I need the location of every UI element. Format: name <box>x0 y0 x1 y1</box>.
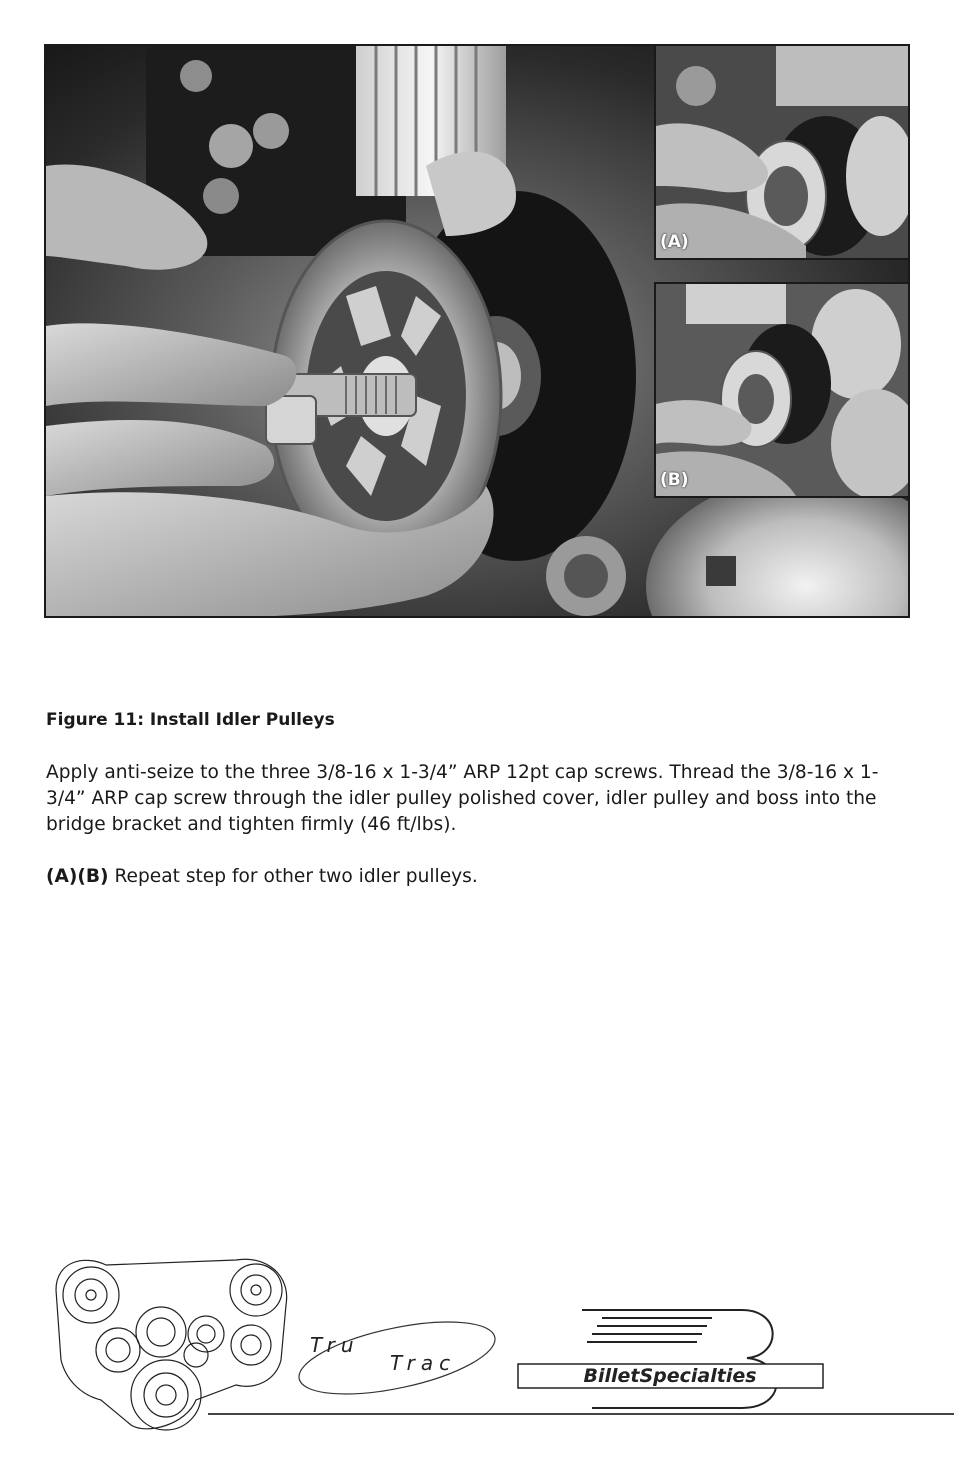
billet-specialties-logo-text: BilletSpecialties <box>583 1365 757 1387</box>
trutrac-logo-line2: Trac <box>390 1351 457 1375</box>
instruction-paragraph: Apply anti-seize to the three 3/8-16 x 1-3/4” ARP 12pt cap screws. Thread the 3/8-16 x 1-3/4” ARP cap screw through the idler pulley polished cover, idler pulley and boss into the bridge bracket and tighten firmly (46 ft/lbs). <box>46 762 879 835</box>
inset-b-photo <box>656 284 908 496</box>
inset-photo-b <box>654 282 910 498</box>
trutrac-logo-line1: Tru <box>310 1333 360 1357</box>
billet-specialties-logo <box>512 1300 832 1410</box>
inset-photo-a <box>654 44 910 260</box>
repeat-step-text: Repeat step for other two idler pulleys. <box>108 866 478 887</box>
inset-b-label: (B) <box>660 470 689 490</box>
footer-divider <box>208 1413 954 1415</box>
repeat-step-paragraph <box>46 864 906 890</box>
inset-a-label: (A) <box>660 232 689 252</box>
instructions <box>46 760 906 890</box>
inset-a-photo <box>656 46 908 258</box>
trutrac-logo <box>292 1308 502 1408</box>
serpentine-belt-diagram-icon <box>46 1250 296 1435</box>
step-reference-label: (A)(B) <box>46 866 109 887</box>
main-photo-frame <box>44 44 910 618</box>
figure-caption: Figure 11: Install Idler Pulleys <box>46 710 335 730</box>
